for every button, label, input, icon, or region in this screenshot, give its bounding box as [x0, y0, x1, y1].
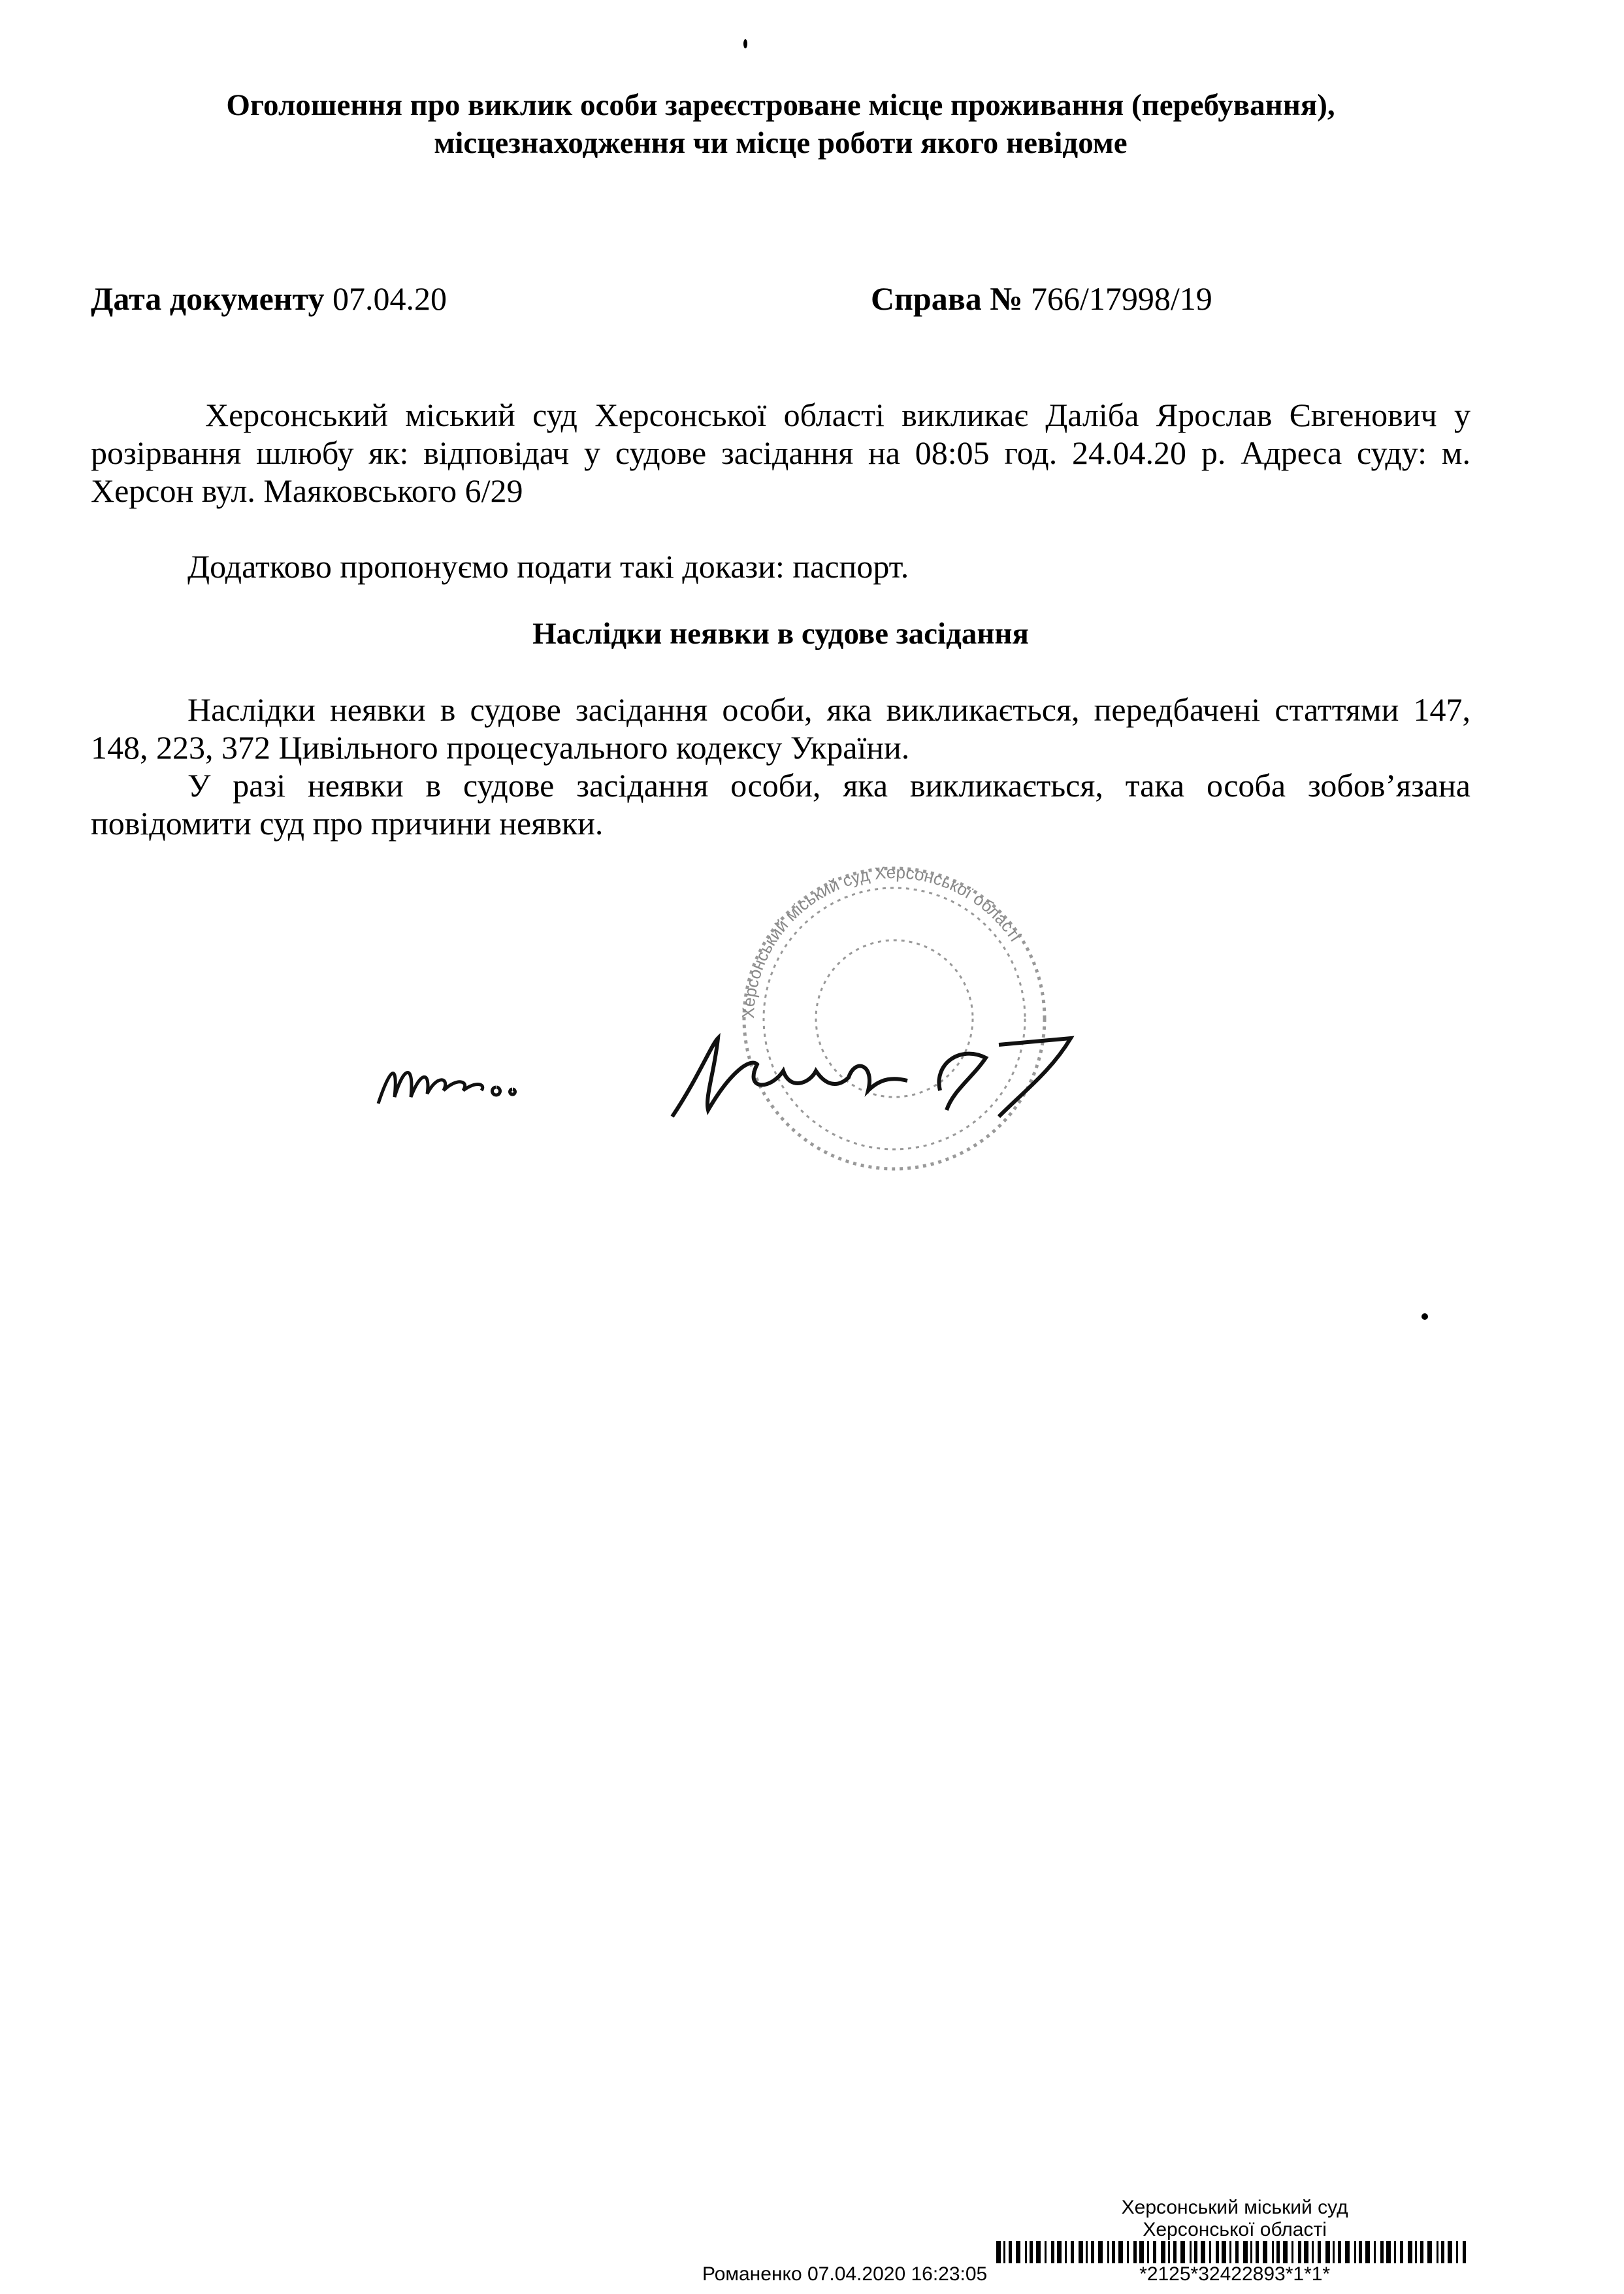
- barcode-bar: [1139, 2241, 1144, 2263]
- document-meta: [91, 280, 1470, 318]
- barcode-bar: [1161, 2241, 1165, 2263]
- barcode-bar: [1180, 2241, 1185, 2263]
- barcode-bar: [1190, 2241, 1192, 2263]
- footer-row: [702, 2197, 1473, 2286]
- barcode-bar: [1380, 2241, 1384, 2263]
- barcode-bar: [1086, 2241, 1088, 2263]
- stamp-and-signatures: [91, 855, 1470, 1221]
- barcode-bar: [1133, 2241, 1137, 2263]
- notice-paragraph: У разі неявки в судове засідання особи, яка викликається, така особа зобов’язана повідомити суд про причини неявки.: [91, 767, 1470, 842]
- barcode-bar: [1400, 2241, 1403, 2263]
- consequences-heading: Наслідки неявки в судове засідання: [532, 617, 1029, 651]
- barcode-bar: [1276, 2241, 1280, 2263]
- signature-left: [365, 1025, 535, 1130]
- barcode-bar: [1420, 2241, 1423, 2263]
- barcode-bar: [1312, 2241, 1314, 2263]
- barcode-bar: [1263, 2241, 1267, 2263]
- barcode-bar: [1291, 2241, 1293, 2263]
- barcode-bar: [1427, 2241, 1432, 2263]
- svg-text:Херсонський міський суд Херсон: [738, 862, 1026, 1019]
- consequences-paragraph: Наслідки неявки в судове засідання особи, яка викликається, передбачені статтями 147, 148, 223, 372 Цивільного процесуального кодексу України.: [91, 691, 1470, 766]
- barcode-bar: [1463, 2241, 1466, 2263]
- barcode-bar: [1168, 2241, 1170, 2263]
- barcode-bar: [1030, 2241, 1033, 2263]
- barcode-bar: [1338, 2241, 1341, 2263]
- barcode-bar: [1235, 2241, 1239, 2263]
- barcode: [996, 2241, 1473, 2263]
- scan-speck: [1421, 1313, 1428, 1320]
- barcode-bar: [1057, 2241, 1062, 2263]
- barcode-bar: [1065, 2241, 1067, 2263]
- barcode-bar: [1359, 2241, 1362, 2263]
- case-label: Справа №: [871, 280, 1023, 317]
- barcode-bar: [996, 2241, 1001, 2263]
- case-number: [871, 280, 1212, 318]
- footer-operator-timestamp: Романенко 07.04.2020 16:23:05: [702, 2263, 988, 2285]
- signature-right: [659, 1019, 1084, 1130]
- barcode-bar: [1386, 2241, 1391, 2263]
- date-label: Дата документу: [91, 280, 325, 317]
- barcode-bar: [1201, 2241, 1205, 2263]
- barcode-bar: [1051, 2241, 1054, 2263]
- scan-speck: [743, 39, 747, 48]
- barcode-bar: [1415, 2241, 1417, 2263]
- barcode-bar: [1147, 2241, 1149, 2263]
- footer: [702, 2197, 1473, 2286]
- barcode-bar: [1283, 2241, 1288, 2263]
- barcode-bar: [1365, 2241, 1370, 2263]
- barcode-bar: [1098, 2241, 1103, 2263]
- barcode-bar: [1112, 2241, 1115, 2263]
- barcode-bar: [1194, 2241, 1197, 2263]
- case-value: 766/17998/19: [1030, 280, 1212, 317]
- barcode-bar: [1229, 2241, 1231, 2263]
- barcode-bar: [1325, 2241, 1330, 2263]
- barcode-bar: [1118, 2241, 1123, 2263]
- document-body: [91, 86, 1470, 1221]
- footer-court-line2: Херсонської області: [1143, 2219, 1327, 2240]
- evidence-paragraph: Додатково пропонуємо подати такі докази: паспорт.: [187, 548, 909, 585]
- footer-barcode-block: [996, 2197, 1473, 2286]
- barcode-bar: [1091, 2241, 1094, 2263]
- barcode-bar: [1127, 2241, 1129, 2263]
- summons-paragraph: Херсонський міський суд Херсонської області викликає Даліба Ярослав Євгенович у розірвання шлюбу як: відповідач у судове засідання на 08:05 год. 24.04.20 р. Адреса суду: м. Херсон вул. Маяковського 6/29: [91, 397, 1470, 509]
- barcode-bar: [1441, 2241, 1444, 2263]
- barcode-bar: [1256, 2241, 1259, 2263]
- barcode-bar: [1243, 2241, 1248, 2263]
- barcode-number: *2125*32422893*1*1*: [1139, 2263, 1331, 2285]
- barcode-bar: [1354, 2241, 1356, 2263]
- barcode-bar: [1250, 2241, 1252, 2263]
- barcode-bar: [1345, 2241, 1350, 2263]
- barcode-bar: [1448, 2241, 1452, 2263]
- barcode-bar: [1107, 2241, 1109, 2263]
- barcode-bar: [1153, 2241, 1156, 2263]
- barcode-bar: [1272, 2241, 1274, 2263]
- stamp-text: Херсонський міський суд Херсонської області: [738, 862, 1026, 1019]
- barcode-bar: [1079, 2241, 1083, 2263]
- barcode-bar: [1209, 2241, 1211, 2263]
- document-title-line2: місцезнаходження чи місце роботи якого невідоме: [434, 126, 1128, 160]
- barcode-bar: [1437, 2241, 1438, 2263]
- barcode-bar: [1045, 2241, 1047, 2263]
- barcode-bar: [1003, 2241, 1005, 2263]
- barcode-bar: [1071, 2241, 1074, 2263]
- barcode-bar: [1298, 2241, 1301, 2263]
- document-title-line1: Оголошення про виклик особи зареєстроване місце проживання (перебування),: [226, 88, 1335, 122]
- barcode-bar: [1025, 2241, 1027, 2263]
- barcode-bar: [1394, 2241, 1396, 2263]
- barcode-bar: [1222, 2241, 1226, 2263]
- barcode-bar: [1374, 2241, 1376, 2263]
- barcode-bar: [1456, 2241, 1458, 2263]
- document-date: [91, 280, 871, 318]
- barcode-bar: [1408, 2241, 1412, 2263]
- date-value: 07.04.20: [332, 280, 447, 317]
- barcode-bar: [1173, 2241, 1177, 2263]
- barcode-bar: [1216, 2241, 1219, 2263]
- barcode-bar: [1333, 2241, 1335, 2263]
- barcode-bar: [1016, 2241, 1020, 2263]
- barcode-bar: [1318, 2241, 1321, 2263]
- barcode-bar: [1036, 2241, 1041, 2263]
- footer-court-line1: Херсонський міський суд: [1121, 2197, 1348, 2218]
- barcode-bar: [1009, 2241, 1012, 2263]
- barcode-bar: [1304, 2241, 1308, 2263]
